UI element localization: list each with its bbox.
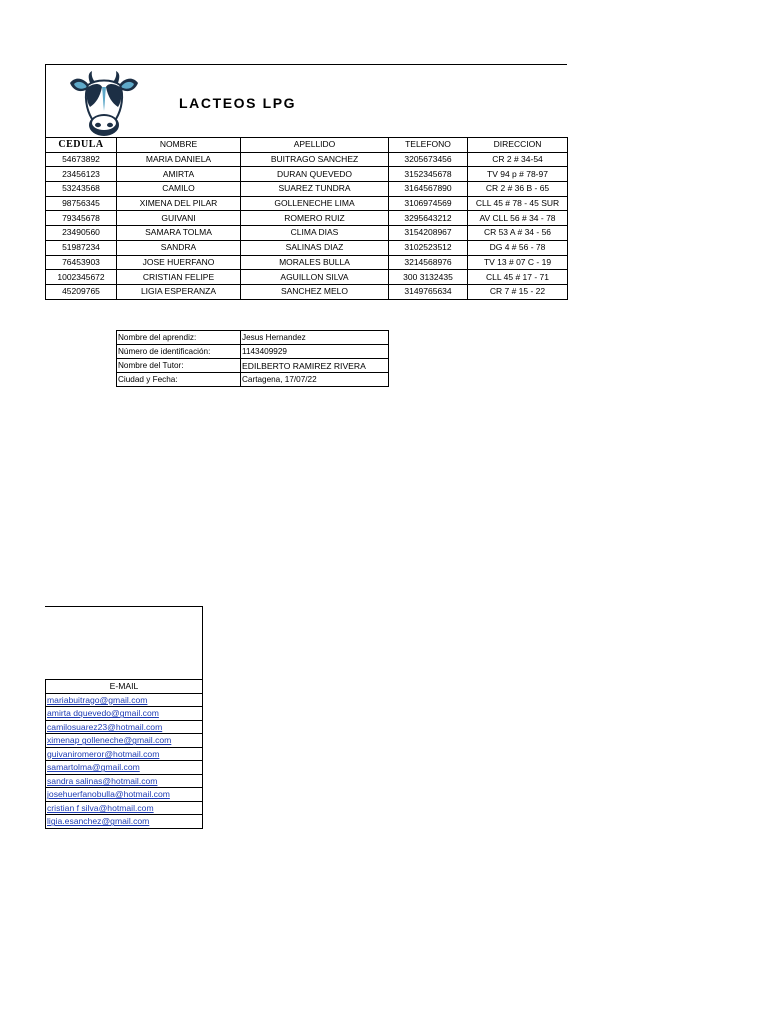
info-label: Ciudad y Fecha: — [117, 373, 241, 387]
cell-telefono: 3106974569 — [389, 196, 468, 211]
info-row — [117, 345, 389, 359]
cell-cedula: 54673892 — [46, 152, 117, 167]
email-cell — [46, 761, 203, 775]
email-link[interactable]: josehuerfanobulla@hotmail.com — [47, 789, 170, 800]
cell-cedula: 98756345 — [46, 196, 117, 211]
cell-nombre: JOSE HUERFANO — [117, 255, 241, 270]
table-row — [46, 255, 568, 270]
email-link[interactable]: cristian f silva@hotmail.com — [47, 802, 154, 813]
column-header-telefono: TELEFONO — [389, 138, 468, 153]
email-row — [46, 788, 203, 802]
table-row — [46, 196, 568, 211]
cell-nombre: CAMILO — [117, 182, 241, 197]
column-header-cedula: CEDULA — [46, 138, 117, 153]
info-label: Nombre del Tutor: — [117, 359, 241, 373]
info-value: Cartagena, 17/07/22 — [241, 373, 389, 387]
email-cell — [46, 747, 203, 761]
cell-nombre: SANDRA — [117, 240, 241, 255]
email-row — [46, 734, 203, 748]
student-info-table — [116, 330, 389, 387]
table-header-row — [46, 138, 568, 153]
cell-direccion: DG 4 # 56 - 78 — [468, 240, 568, 255]
cell-cedula: 23456123 — [46, 167, 117, 182]
cell-apellido: AGUILLON SILVA — [241, 270, 389, 285]
info-row — [117, 359, 389, 373]
cell-apellido: ROMERO RUIZ — [241, 211, 389, 226]
cell-direccion: CR 7 # 15 - 22 — [468, 284, 568, 299]
cell-telefono: 3149765634 — [389, 284, 468, 299]
email-link[interactable]: sandra salinas@hotmail.com — [47, 775, 158, 786]
email-row — [46, 774, 203, 788]
email-cell — [46, 815, 203, 829]
cell-telefono: 3214568976 — [389, 255, 468, 270]
email-table — [45, 679, 203, 829]
email-link[interactable]: ligia.esanchez@gmail.com — [47, 816, 150, 827]
cell-cedula: 76453903 — [46, 255, 117, 270]
cell-apellido: CLIMA DIAS — [241, 226, 389, 241]
cell-cedula: 53243568 — [46, 182, 117, 197]
info-label: Número de identificación: — [117, 345, 241, 359]
cell-telefono: 3164567890 — [389, 182, 468, 197]
email-row — [46, 720, 203, 734]
cell-telefono: 3205673456 — [389, 152, 468, 167]
email-cell — [46, 788, 203, 802]
cell-cedula: 1002345672 — [46, 270, 117, 285]
cell-direccion: AV CLL 56 # 34 - 78 — [468, 211, 568, 226]
info-value: 1143409929 — [241, 345, 389, 359]
cell-telefono: 3154208967 — [389, 226, 468, 241]
email-link[interactable]: guivaniromeror@hotmail.com — [47, 748, 160, 759]
cell-direccion: TV 13 # 07 C - 19 — [468, 255, 568, 270]
cell-nombre: LIGIA ESPERANZA — [117, 284, 241, 299]
cell-apellido: SALINAS DIAZ — [241, 240, 389, 255]
email-link[interactable]: ximenap golleneche@gmail.com — [47, 735, 172, 746]
info-value: Jesus Hernandez — [241, 331, 389, 345]
email-cell — [46, 774, 203, 788]
cell-telefono: 3102523512 — [389, 240, 468, 255]
cell-telefono: 3295643212 — [389, 211, 468, 226]
cell-apellido: BUITRAGO SANCHEZ — [241, 152, 389, 167]
cell-nombre: CRISTIAN FELIPE — [117, 270, 241, 285]
info-row — [117, 331, 389, 345]
cell-nombre: GUIVANI — [117, 211, 241, 226]
email-row — [46, 761, 203, 775]
email-row — [46, 815, 203, 829]
table-row — [46, 167, 568, 182]
table-row — [46, 226, 568, 241]
header-block — [45, 64, 567, 137]
company-title: LACTEOS LPG — [179, 95, 297, 111]
table-row — [46, 152, 568, 167]
email-link[interactable]: amirta dquevedo@gmail.com — [47, 708, 159, 719]
cell-direccion: CLL 45 # 17 - 71 — [468, 270, 568, 285]
email-cell — [46, 734, 203, 748]
email-header-block — [45, 606, 203, 679]
contacts-table — [45, 137, 568, 300]
column-header-nombre: NOMBRE — [117, 138, 241, 153]
cell-cedula: 23490560 — [46, 226, 117, 241]
table-row — [46, 284, 568, 299]
cell-direccion: CLL 45 # 78 - 45 SUR — [468, 196, 568, 211]
cell-telefono: 3152345678 — [389, 167, 468, 182]
cell-apellido: SUAREZ TUNDRA — [241, 182, 389, 197]
email-cell — [46, 707, 203, 721]
column-header-direccion: DIRECCION — [468, 138, 568, 153]
table-row — [46, 211, 568, 226]
cell-cedula: 79345678 — [46, 211, 117, 226]
cell-apellido: SANCHEZ MELO — [241, 284, 389, 299]
cell-nombre: SAMARA TOLMA — [117, 226, 241, 241]
email-cell — [46, 720, 203, 734]
cow-head-icon — [66, 71, 142, 137]
info-label: Nombre del aprendiz: — [117, 331, 241, 345]
cell-direccion: CR 2 # 34-54 — [468, 152, 568, 167]
email-row — [46, 693, 203, 707]
email-link[interactable]: camilosuarez23@hotmail.com — [47, 721, 163, 732]
email-row — [46, 801, 203, 815]
cell-cedula: 51987234 — [46, 240, 117, 255]
info-row — [117, 373, 389, 387]
email-link[interactable]: mariabuitrago@gmail.com — [47, 694, 148, 705]
column-header-apellido: APELLIDO — [241, 138, 389, 153]
email-link[interactable]: samartolma@gmail.com — [47, 762, 140, 773]
info-value: EDILBERTO RAMIREZ RIVERA — [241, 359, 389, 373]
cell-cedula: 45209765 — [46, 284, 117, 299]
cell-telefono: 300 3132435 — [389, 270, 468, 285]
table-row — [46, 270, 568, 285]
cell-apellido: DURAN QUEVEDO — [241, 167, 389, 182]
table-row — [46, 240, 568, 255]
column-header-email: E-MAIL — [46, 680, 203, 694]
cell-direccion: TV 94 p # 78-97 — [468, 167, 568, 182]
cell-apellido: GOLLENECHE LIMA — [241, 196, 389, 211]
cell-nombre: MARIA DANIELA — [117, 152, 241, 167]
cell-nombre: XIMENA DEL PILAR — [117, 196, 241, 211]
email-row — [46, 747, 203, 761]
email-row — [46, 707, 203, 721]
cell-apellido: MORALES BULLA — [241, 255, 389, 270]
cell-direccion: CR 2 # 36 B - 65 — [468, 182, 568, 197]
cell-nombre: AMIRTA — [117, 167, 241, 182]
table-row — [46, 182, 568, 197]
email-cell — [46, 801, 203, 815]
email-cell — [46, 693, 203, 707]
cell-direccion: CR 53 A # 34 - 56 — [468, 226, 568, 241]
